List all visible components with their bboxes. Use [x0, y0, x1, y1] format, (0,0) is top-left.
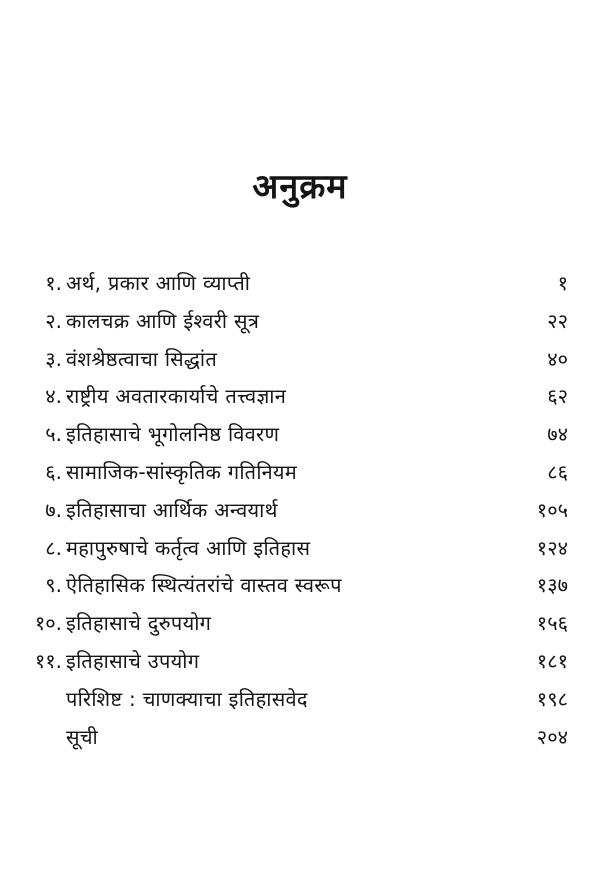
toc-entry-page: २०४	[536, 724, 568, 749]
toc-entry-title: महापुरुषाचे कर्तृत्व आणि इतिहास	[66, 535, 311, 560]
toc-entry-page: १०५	[536, 497, 568, 522]
toc-entry-number: ९.	[45, 573, 62, 598]
page-title: अनुक्रम	[252, 167, 348, 207]
toc-entry-8	[0, 533, 600, 571]
toc-entry-page: ७४	[547, 422, 568, 447]
toc-entry-title: सामाजिक-सांस्कृतिक गतिनियम	[66, 459, 298, 484]
toc-entry-7	[0, 495, 600, 533]
toc-entry-number: १०.	[34, 611, 62, 636]
toc-entry-title: राष्ट्रीय अवतारकार्याचे तत्त्वज्ञान	[66, 384, 287, 409]
toc-entry-4	[0, 381, 600, 419]
toc-entry-appendix	[0, 684, 600, 722]
toc-entry-page: ४०	[547, 346, 568, 371]
toc-entry-2	[0, 306, 600, 344]
toc-entry-number: २.	[45, 308, 62, 333]
toc-entry-number: ३.	[45, 346, 62, 371]
toc-entry-number: ८.	[45, 535, 62, 560]
toc-entry-page: १२४	[536, 535, 568, 560]
table-of-contents	[0, 268, 600, 759]
toc-entry-title: इतिहासाचे भूगोलनिष्ठ विवरण	[66, 422, 280, 447]
toc-entry-title: इतिहासाचा आर्थिक अन्वयार्थ	[66, 497, 278, 522]
toc-entry-number: ६.	[45, 459, 62, 484]
toc-entry-index	[0, 722, 600, 760]
toc-entry-title: परिशिष्ट : चाणक्याचा इतिहासवेद	[66, 686, 308, 711]
toc-entry-number: ७.	[45, 497, 62, 522]
toc-entry-page: ६२	[547, 384, 568, 409]
toc-entry-number: ११.	[34, 648, 62, 673]
toc-entry-11	[0, 646, 600, 684]
toc-entry-title: इतिहासाचे उपयोग	[66, 648, 200, 673]
toc-entry-page: १८१	[536, 648, 568, 673]
toc-entry-page: २२	[547, 308, 568, 333]
toc-entry-6	[0, 457, 600, 495]
toc-entry-5	[0, 419, 600, 457]
toc-entry-title: इतिहासाचे दुरुपयोग	[66, 611, 212, 636]
toc-entry-number: १.	[45, 271, 62, 295]
toc-entry-10	[0, 608, 600, 646]
toc-entry-1	[0, 268, 600, 306]
toc-entry-page: १९८	[536, 686, 568, 711]
toc-entry-page: १३७	[536, 573, 568, 598]
toc-entry-page: १५६	[536, 611, 568, 636]
toc-entry-3	[0, 344, 600, 382]
toc-entry-page: १	[557, 271, 568, 295]
toc-entry-title: सूची	[66, 724, 98, 749]
toc-entry-number: ४.	[45, 384, 62, 409]
toc-entry-title: वंशश्रेष्ठत्वाचा सिद्धांत	[66, 346, 218, 371]
toc-entry-title: कालचक्र आणि ईश्वरी सूत्र	[66, 308, 260, 333]
toc-entry-number: ५.	[45, 422, 62, 447]
toc-entry-title: अर्थ, प्रकार आणि व्याप्ती	[66, 271, 251, 295]
toc-entry-9	[0, 570, 600, 608]
toc-entry-title: ऐतिहासिक स्थित्यंतरांचे वास्तव स्वरूप	[66, 573, 342, 598]
toc-entry-page: ८६	[547, 459, 568, 484]
